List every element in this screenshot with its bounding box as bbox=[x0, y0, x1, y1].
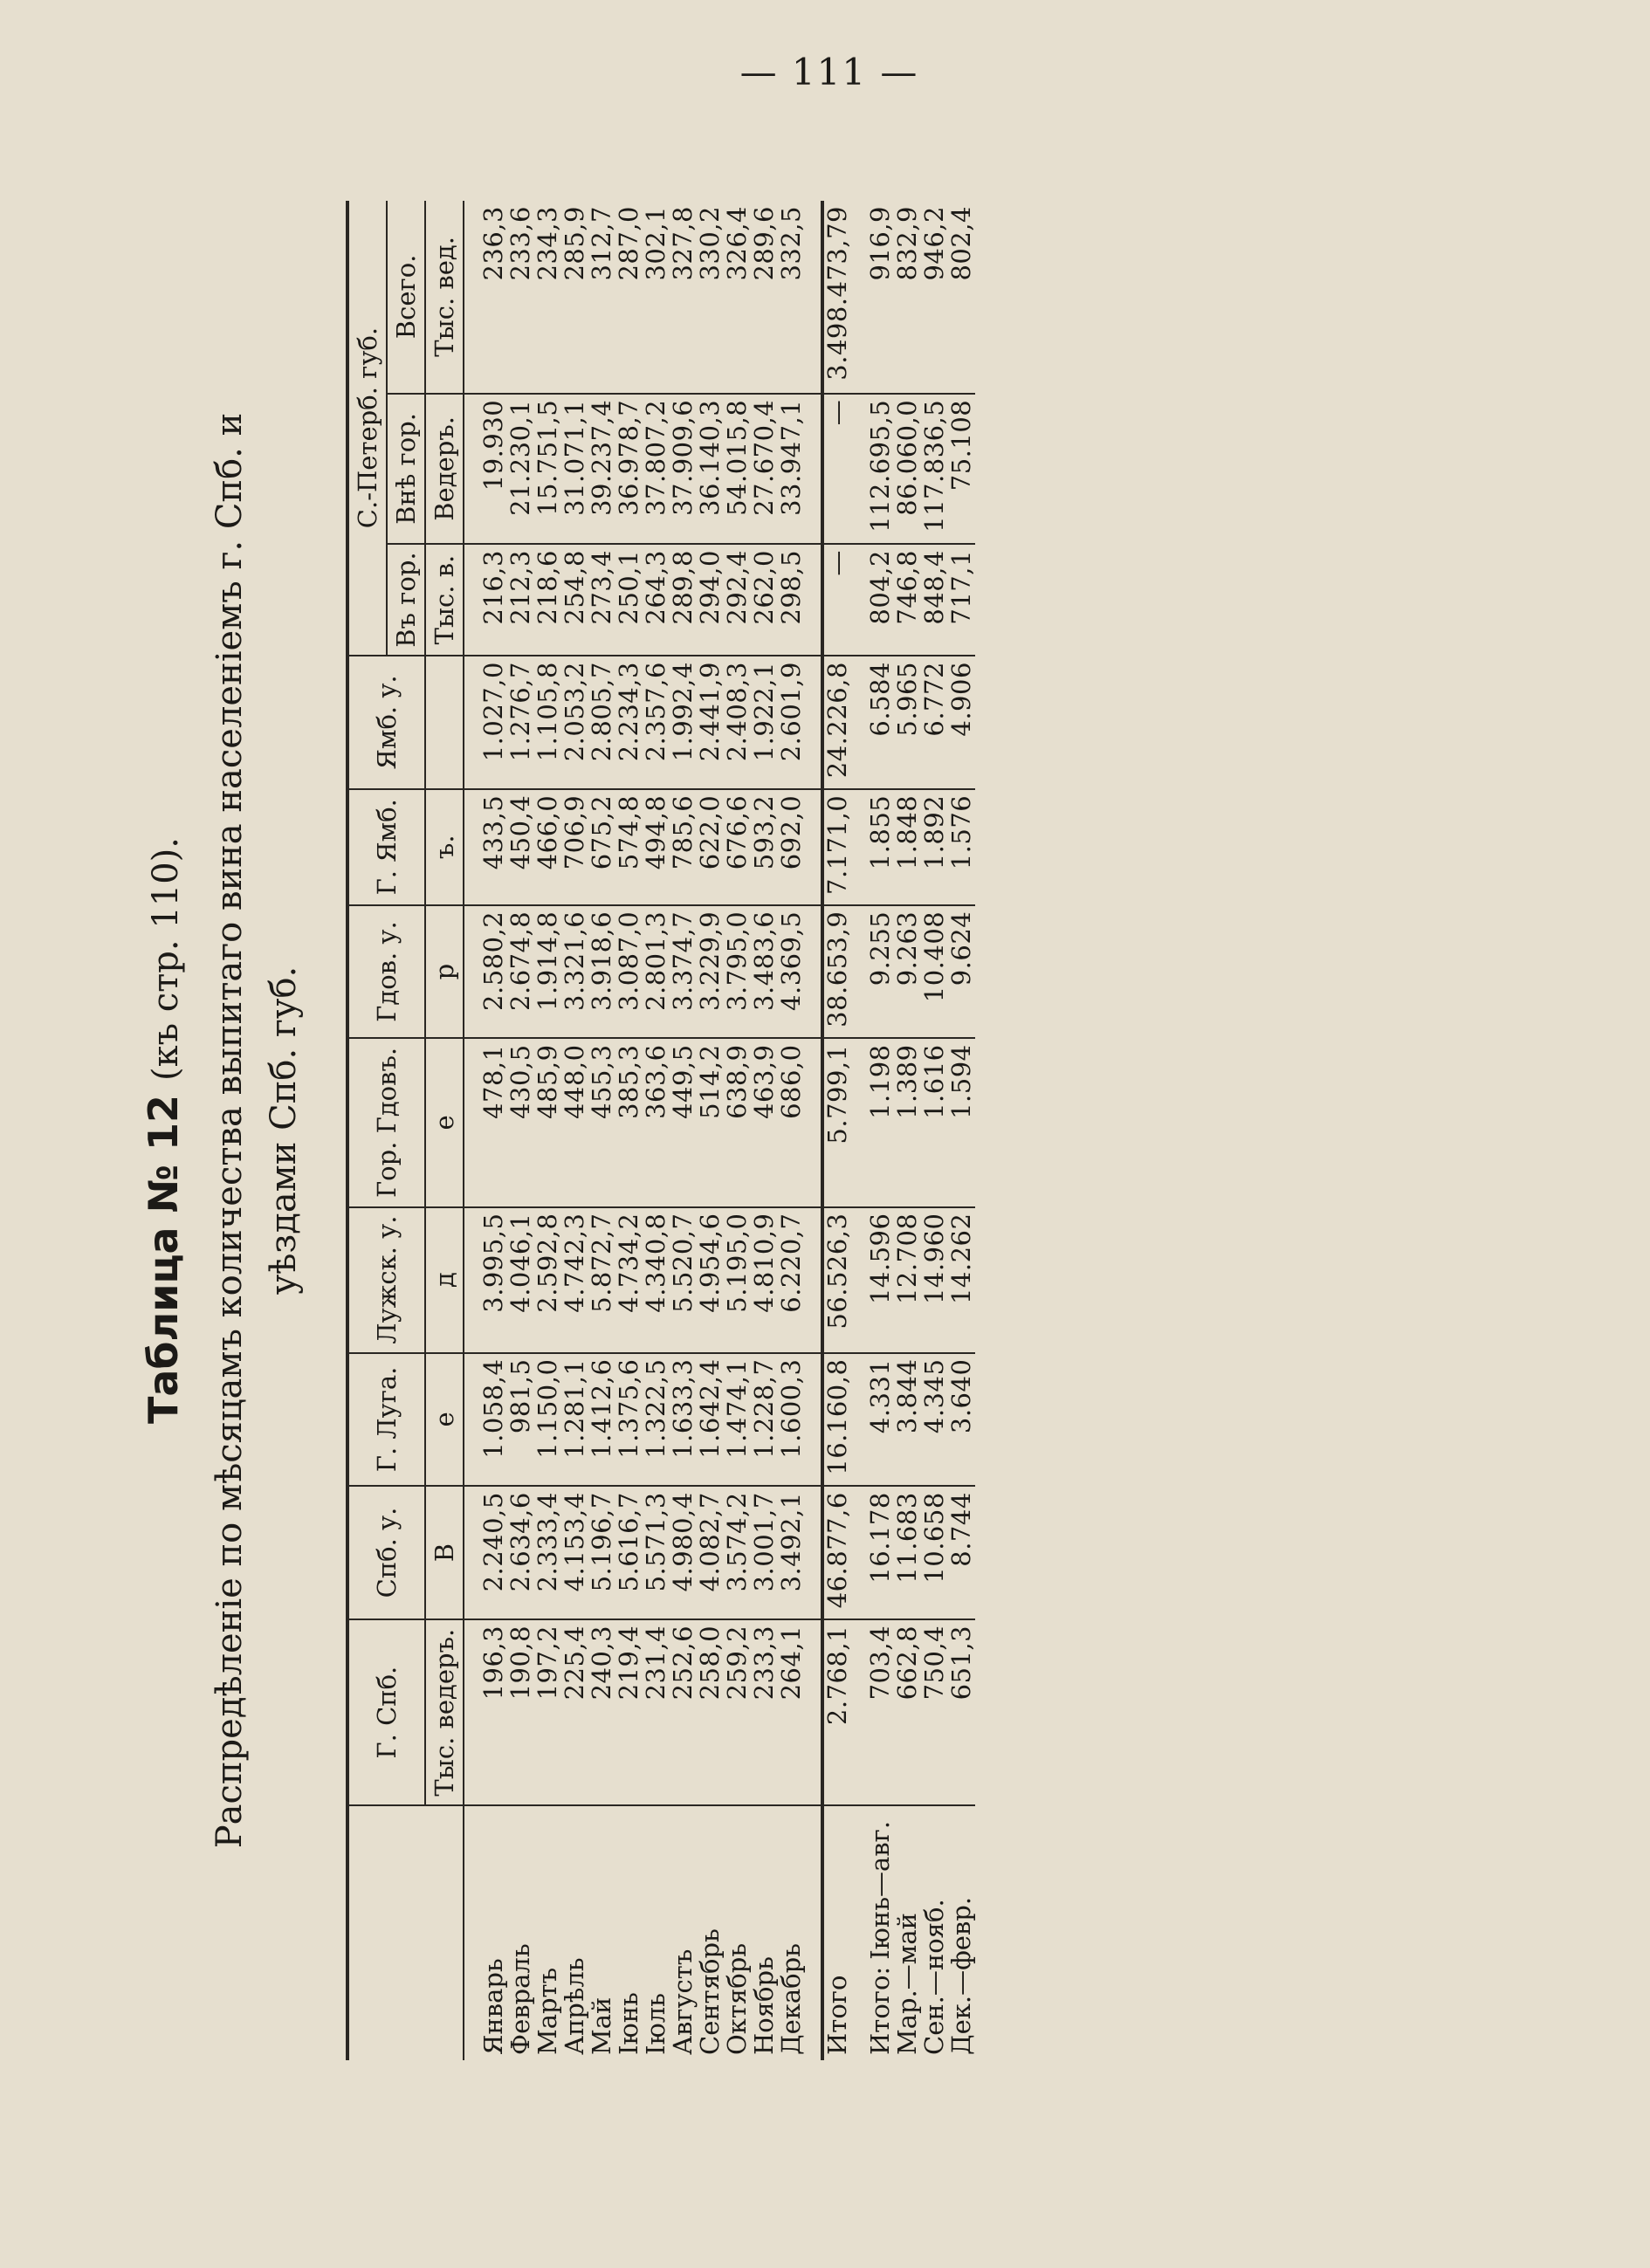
rotated-table-page bbox=[105, 148, 1545, 2113]
table-cell: 236,3 bbox=[480, 201, 507, 394]
table-cell: 9.263 bbox=[894, 905, 921, 1039]
table-cell: 21.230,1 bbox=[507, 394, 534, 544]
table-cell: 750,4 bbox=[921, 1619, 948, 1806]
table-cell: 448,0 bbox=[561, 1038, 588, 1206]
col-gor-gdov: Гор. Гдовъ. bbox=[347, 1038, 425, 1206]
table-cell: 7.171,0 bbox=[822, 789, 851, 905]
table-cell: 2.634,6 bbox=[507, 1486, 534, 1619]
table-cell: 216,3 bbox=[480, 544, 507, 656]
wine-consumption-table bbox=[346, 201, 975, 2060]
table-row bbox=[643, 201, 670, 2060]
table-row bbox=[588, 201, 615, 2060]
total-row bbox=[822, 201, 851, 2060]
table-cell: 4.082,7 bbox=[697, 1486, 724, 1619]
table-cell: 1.281,1 bbox=[561, 1353, 588, 1487]
table-row bbox=[615, 201, 643, 2060]
table-cell: 2.674,8 bbox=[507, 905, 534, 1039]
table-cell: 10.408 bbox=[921, 905, 948, 1039]
table-cell: 1.992,4 bbox=[670, 656, 697, 789]
subtotal-row bbox=[921, 201, 948, 2060]
table-cell: 6.772 bbox=[921, 656, 948, 789]
table-cell bbox=[805, 1038, 822, 1206]
table-cell: 36.140,3 bbox=[697, 394, 724, 544]
table-cell bbox=[805, 1207, 822, 1353]
col-gdov-u: Гдов. у. bbox=[347, 905, 425, 1039]
table-cell: 2.234,3 bbox=[615, 656, 643, 789]
table-cell: 225,4 bbox=[561, 1619, 588, 1806]
table-cell: 302,1 bbox=[643, 201, 670, 394]
table-cell: 264,3 bbox=[643, 544, 670, 656]
table-cell: 5.196,7 bbox=[588, 1486, 615, 1619]
table-cell: 455,3 bbox=[588, 1038, 615, 1206]
row-label: Май bbox=[587, 1997, 616, 2055]
table-cell: 703,4 bbox=[867, 1619, 894, 1806]
table-cell: 86.060,0 bbox=[894, 394, 921, 544]
table-cell: 289,6 bbox=[751, 201, 778, 394]
table-cell: 466,0 bbox=[534, 789, 561, 905]
unit-letter: е bbox=[425, 1038, 464, 1206]
table-cell: 3.001,7 bbox=[751, 1486, 778, 1619]
table-cell: 574,8 bbox=[615, 789, 643, 905]
table-cell: 332,5 bbox=[778, 201, 805, 394]
table-cell: 12.708 bbox=[894, 1207, 921, 1353]
row-label bbox=[867, 1805, 894, 2060]
table-cell: 1.375,6 bbox=[615, 1353, 643, 1487]
table-cell: 273,4 bbox=[588, 544, 615, 656]
table-cell: 3.483,6 bbox=[751, 905, 778, 1039]
table-cell: 1.105,8 bbox=[534, 656, 561, 789]
table-cell: 593,2 bbox=[751, 789, 778, 905]
table-cell: 39.237,4 bbox=[588, 394, 615, 544]
table-cell: 478,1 bbox=[480, 1038, 507, 1206]
table-cell: 3.087,0 bbox=[615, 905, 643, 1039]
table-cell: 287,0 bbox=[615, 201, 643, 394]
table-cell: 676,6 bbox=[724, 789, 751, 905]
table-cell: 3.844 bbox=[894, 1353, 921, 1487]
table-cell: 5.965 bbox=[894, 656, 921, 789]
subtotal-row bbox=[948, 201, 975, 2060]
table-cell: 3.574,2 bbox=[724, 1486, 751, 1619]
header-stub bbox=[347, 1805, 464, 2060]
row-label: Декабрь bbox=[776, 1943, 806, 2055]
table-cell: 2.441,9 bbox=[697, 656, 724, 789]
table-cell: 56.526,3 bbox=[822, 1207, 851, 1353]
table-cell: 916,9 bbox=[867, 201, 894, 394]
table-cell: 675,2 bbox=[588, 789, 615, 905]
table-cell: 312,7 bbox=[588, 201, 615, 394]
table-cell: 54.015,8 bbox=[724, 394, 751, 544]
unit-vederъ: Ведеръ. bbox=[425, 394, 464, 544]
table-cell: 4.810,9 bbox=[751, 1207, 778, 1353]
table-cell: 330,2 bbox=[697, 201, 724, 394]
row-label: Дек.—февр. bbox=[946, 1896, 976, 2055]
table-cell: 449,5 bbox=[670, 1038, 697, 1206]
table-cell: 3.640 bbox=[948, 1353, 975, 1487]
table-cell: 5.520,7 bbox=[670, 1207, 697, 1353]
table-cell: 363,6 bbox=[643, 1038, 670, 1206]
table-cell: 2.240,5 bbox=[480, 1486, 507, 1619]
col-yamb-u: Ямб. у. bbox=[347, 656, 425, 789]
table-cell: 9.255 bbox=[867, 905, 894, 1039]
table-cell: 2.333,4 bbox=[534, 1486, 561, 1619]
table-cell: 706,9 bbox=[561, 789, 588, 905]
row-label: Февраль bbox=[505, 1943, 535, 2055]
subtotal-period: Іюнь—авг. bbox=[865, 1820, 895, 1960]
table-title-main: Таблица № 12 bbox=[140, 1095, 187, 1425]
table-cell: 11.683 bbox=[894, 1486, 921, 1619]
row-label: Мартъ bbox=[533, 1967, 562, 2055]
table-cell: 1.412,6 bbox=[588, 1353, 615, 1487]
table-cell: 1.198 bbox=[867, 1038, 894, 1206]
table-cell: 33.947,1 bbox=[778, 394, 805, 544]
table-cell: 36.978,7 bbox=[615, 394, 643, 544]
unit-tys-vederъ: Тыс. ведеръ. bbox=[425, 1619, 464, 1806]
col-v-gor: Въ гор. bbox=[387, 544, 425, 656]
table-cell: 2.801,3 bbox=[643, 905, 670, 1039]
table-cell: 4.980,4 bbox=[670, 1486, 697, 1619]
table-cell: 14.262 bbox=[948, 1207, 975, 1353]
unit-tys-ved: Тыс. вед. bbox=[425, 201, 464, 394]
table-cell: 717,1 bbox=[948, 544, 975, 656]
table-cell: 1.150,0 bbox=[534, 1353, 561, 1487]
table-cell: 1.027,0 bbox=[480, 656, 507, 789]
table-cell: 254,8 bbox=[561, 544, 588, 656]
table-cell: 1.576 bbox=[948, 789, 975, 905]
table-cell: 292,4 bbox=[724, 544, 751, 656]
table-cell: 233,3 bbox=[751, 1619, 778, 1806]
table-cell: 231,4 bbox=[643, 1619, 670, 1806]
table-cell: 981,5 bbox=[507, 1353, 534, 1487]
table-cell: 1.848 bbox=[894, 789, 921, 905]
table-cell: 190,8 bbox=[507, 1619, 534, 1806]
table-cell: 2.768,1 bbox=[822, 1619, 851, 1806]
table-cell bbox=[805, 394, 822, 544]
table-cell: 1.892 bbox=[921, 789, 948, 905]
table-cell: 37.807,2 bbox=[643, 394, 670, 544]
table-cell: 259,2 bbox=[724, 1619, 751, 1806]
table-subtitle bbox=[203, 148, 311, 2113]
table-cell: 4.954,6 bbox=[697, 1207, 724, 1353]
table-row bbox=[480, 201, 507, 2060]
table-cell: 4.734,2 bbox=[615, 1207, 643, 1353]
table-cell: 233,6 bbox=[507, 201, 534, 394]
col-g-luga: Г. Луга. bbox=[347, 1353, 425, 1487]
table-cell: 2.805,7 bbox=[588, 656, 615, 789]
table-cell: 3.498.473,79 bbox=[822, 201, 851, 394]
table-row bbox=[507, 201, 534, 2060]
table-cell: 212,3 bbox=[507, 544, 534, 656]
subtotals-label: Итого: bbox=[865, 1966, 895, 2055]
table-cell: 75.108 bbox=[948, 394, 975, 544]
table-cell: 450,4 bbox=[507, 789, 534, 905]
table-cell: 2.592,8 bbox=[534, 1207, 561, 1353]
table-cell: 1.600,3 bbox=[778, 1353, 805, 1487]
table-cell bbox=[805, 1619, 822, 1806]
table-cell: 5.195,0 bbox=[724, 1207, 751, 1353]
row-label: Январь bbox=[478, 1958, 508, 2055]
row-label: Сен.—нояб. bbox=[919, 1899, 949, 2055]
table-cell: 2.408,3 bbox=[724, 656, 751, 789]
table-cell: 4.331 bbox=[867, 1353, 894, 1487]
table-cell: 430,5 bbox=[507, 1038, 534, 1206]
row-label: Октябрь bbox=[722, 1942, 752, 2055]
table-cell: 1.228,7 bbox=[751, 1353, 778, 1487]
table-cell: 5.571,3 bbox=[643, 1486, 670, 1619]
page-number: — 111 — bbox=[739, 51, 919, 93]
unit-tys-v: Тыс. в. bbox=[425, 544, 464, 656]
table-cell: 4.906 bbox=[948, 656, 975, 789]
table-cell: 19.930 bbox=[480, 394, 507, 544]
row-label: Августъ bbox=[668, 1948, 698, 2055]
table-cell: 24.226,8 bbox=[822, 656, 851, 789]
table-cell: 197,2 bbox=[534, 1619, 561, 1806]
table-cell: 622,0 bbox=[697, 789, 724, 905]
table-cell: 1.322,5 bbox=[643, 1353, 670, 1487]
table-cell: 5.616,7 bbox=[615, 1486, 643, 1619]
table-cell: 804,2 bbox=[867, 544, 894, 656]
table-cell bbox=[805, 1353, 822, 1487]
subtitle-line-2: уѣздами Спб. губ. bbox=[264, 966, 304, 1296]
table-cell: 112.695,5 bbox=[867, 394, 894, 544]
table-cell: 326,4 bbox=[724, 201, 751, 394]
table-cell: — bbox=[822, 544, 851, 656]
table-cell: 4.153,4 bbox=[561, 1486, 588, 1619]
table-cell: 3.321,6 bbox=[561, 905, 588, 1039]
col-spb-u: Спб. у. bbox=[347, 1486, 425, 1619]
table-titles bbox=[140, 148, 311, 2113]
table-cell: 5.872,7 bbox=[588, 1207, 615, 1353]
row-label: Итого bbox=[822, 1805, 851, 2060]
table-title bbox=[140, 148, 187, 2113]
unit-letter: В bbox=[425, 1486, 464, 1619]
table-cell: 1.389 bbox=[894, 1038, 921, 1206]
table-cell: 38.653,9 bbox=[822, 905, 851, 1039]
table-cell bbox=[805, 201, 822, 394]
row-label: Ноябрь bbox=[749, 1956, 779, 2055]
table-cell: 262,0 bbox=[751, 544, 778, 656]
table-cell: 485,9 bbox=[534, 1038, 561, 1206]
table-cell: 4.046,1 bbox=[507, 1207, 534, 1353]
table-cell: 946,2 bbox=[921, 201, 948, 394]
table-cell: 4.742,3 bbox=[561, 1207, 588, 1353]
table-cell: 9.624 bbox=[948, 905, 975, 1039]
table-cell: 2.580,2 bbox=[480, 905, 507, 1039]
table-row bbox=[670, 201, 697, 2060]
table-row bbox=[561, 201, 588, 2060]
table-cell: 3.492,1 bbox=[778, 1486, 805, 1619]
table-cell: 686,0 bbox=[778, 1038, 805, 1206]
table-cell: 2.053,2 bbox=[561, 656, 588, 789]
table-cell: 1.594 bbox=[948, 1038, 975, 1206]
table-cell: 289,8 bbox=[670, 544, 697, 656]
row-label bbox=[805, 1805, 822, 2060]
table-cell: 14.960 bbox=[921, 1207, 948, 1353]
unit-empty bbox=[425, 656, 464, 789]
row-label: Апрѣль bbox=[560, 1957, 589, 2055]
table-cell: 298,5 bbox=[778, 544, 805, 656]
table-cell: 746,8 bbox=[894, 544, 921, 656]
table-cell: 638,9 bbox=[724, 1038, 751, 1206]
table-cell: 218,6 bbox=[534, 544, 561, 656]
table-cell: 46.877,6 bbox=[822, 1486, 851, 1619]
table-cell: 463,9 bbox=[751, 1038, 778, 1206]
table-cell: 2.357,6 bbox=[643, 656, 670, 789]
col-group-spb-gub: С.-Петерб. губ. bbox=[347, 201, 387, 656]
table-cell: 832,9 bbox=[894, 201, 921, 394]
table-cell: 433,5 bbox=[480, 789, 507, 905]
table-cell bbox=[805, 544, 822, 656]
table-row bbox=[697, 201, 724, 2060]
table-cell: 1.474,1 bbox=[724, 1353, 751, 1487]
subtotal-row bbox=[867, 201, 894, 2060]
table-body bbox=[464, 201, 975, 2060]
table-cell: 494,8 bbox=[643, 789, 670, 905]
table-cell: 1.855 bbox=[867, 789, 894, 905]
table-row bbox=[778, 201, 805, 2060]
table-cell: 4.369,5 bbox=[778, 905, 805, 1039]
table-cell: 16.178 bbox=[867, 1486, 894, 1619]
table-cell bbox=[805, 905, 822, 1039]
table-cell: 3.918,6 bbox=[588, 905, 615, 1039]
table-cell: 1.276,7 bbox=[507, 656, 534, 789]
table-cell: 294,0 bbox=[697, 544, 724, 656]
table-cell: 3.229,9 bbox=[697, 905, 724, 1039]
table-cell: 1.058,4 bbox=[480, 1353, 507, 1487]
unit-letter: р bbox=[425, 905, 464, 1039]
table-cell: 8.744 bbox=[948, 1486, 975, 1619]
table-cell: 3.795,0 bbox=[724, 905, 751, 1039]
table-cell bbox=[805, 656, 822, 789]
table-cell: 31.071,1 bbox=[561, 394, 588, 544]
col-vne-gor: Внѣ гор. bbox=[387, 394, 425, 544]
table-cell: 1.642,4 bbox=[697, 1353, 724, 1487]
table-cell: 802,4 bbox=[948, 201, 975, 394]
subtitle-line-1: Распредѣленіе по мѣсяцамъ количества выпитаго вина населеніемъ г. Спб. и bbox=[210, 412, 250, 1849]
table-cell: 250,1 bbox=[615, 544, 643, 656]
row-label: Іюль bbox=[641, 1993, 670, 2055]
table-cell: 252,6 bbox=[670, 1619, 697, 1806]
row-label: Мар.—май bbox=[892, 1913, 922, 2055]
subtotal-row bbox=[894, 201, 921, 2060]
col-vsego: Всего. bbox=[387, 201, 425, 394]
table-cell: 258,0 bbox=[697, 1619, 724, 1806]
table-cell: 6.584 bbox=[867, 656, 894, 789]
table-title-ref: (къ стр. 110). bbox=[146, 837, 186, 1082]
unit-letter: ъ. bbox=[425, 789, 464, 905]
unit-letter: е bbox=[425, 1353, 464, 1487]
table-cell: 4.340,8 bbox=[643, 1207, 670, 1353]
table-cell: 16.160,8 bbox=[822, 1353, 851, 1487]
row-label: Іюнь bbox=[614, 1992, 643, 2055]
spacer-row bbox=[805, 201, 822, 2060]
table-cell: 662,8 bbox=[894, 1619, 921, 1806]
table-cell: 10.658 bbox=[921, 1486, 948, 1619]
table-cell: 785,6 bbox=[670, 789, 697, 905]
table-cell: 219,4 bbox=[615, 1619, 643, 1806]
table-cell: 6.220,7 bbox=[778, 1207, 805, 1353]
table-cell bbox=[805, 1486, 822, 1619]
table-cell: 2.601,9 bbox=[778, 656, 805, 789]
table-cell: 385,3 bbox=[615, 1038, 643, 1206]
table-cell: — bbox=[822, 394, 851, 544]
table-cell: 285,9 bbox=[561, 201, 588, 394]
table-cell bbox=[805, 789, 822, 905]
table-row bbox=[724, 201, 751, 2060]
unit-letter: д bbox=[425, 1207, 464, 1353]
table-cell: 234,3 bbox=[534, 201, 561, 394]
table-cell: 1.922,1 bbox=[751, 656, 778, 789]
table-cell: 3.374,7 bbox=[670, 905, 697, 1039]
table-cell: 4.345 bbox=[921, 1353, 948, 1487]
table-cell: 27.670,4 bbox=[751, 394, 778, 544]
table-cell: 327,8 bbox=[670, 201, 697, 394]
table-cell: 5.799,1 bbox=[822, 1038, 851, 1206]
table-cell: 514,2 bbox=[697, 1038, 724, 1206]
table-cell: 264,1 bbox=[778, 1619, 805, 1806]
row-label: Сентябрь bbox=[695, 1928, 725, 2055]
table-row bbox=[534, 201, 561, 2060]
table-cell: 117.836,5 bbox=[921, 394, 948, 544]
table-cell: 848,4 bbox=[921, 544, 948, 656]
table-row bbox=[751, 201, 778, 2060]
table-cell: 196,3 bbox=[480, 1619, 507, 1806]
table-cell: 1.633,3 bbox=[670, 1353, 697, 1487]
col-g-spb: Г. Спб. bbox=[347, 1619, 425, 1806]
col-luzhsk-u: Лужск. у. bbox=[347, 1207, 425, 1353]
table-cell: 1.914,8 bbox=[534, 905, 561, 1039]
col-g-yamb: Г. Ямб. bbox=[347, 789, 425, 905]
table-cell: 15.751,5 bbox=[534, 394, 561, 544]
table-cell: 3.995,5 bbox=[480, 1207, 507, 1353]
table-cell: 37.909,6 bbox=[670, 394, 697, 544]
table-cell: 14.596 bbox=[867, 1207, 894, 1353]
table-cell: 240,3 bbox=[588, 1619, 615, 1806]
table-cell: 692,0 bbox=[778, 789, 805, 905]
table-cell: 651,3 bbox=[948, 1619, 975, 1806]
table-cell: 1.616 bbox=[921, 1038, 948, 1206]
